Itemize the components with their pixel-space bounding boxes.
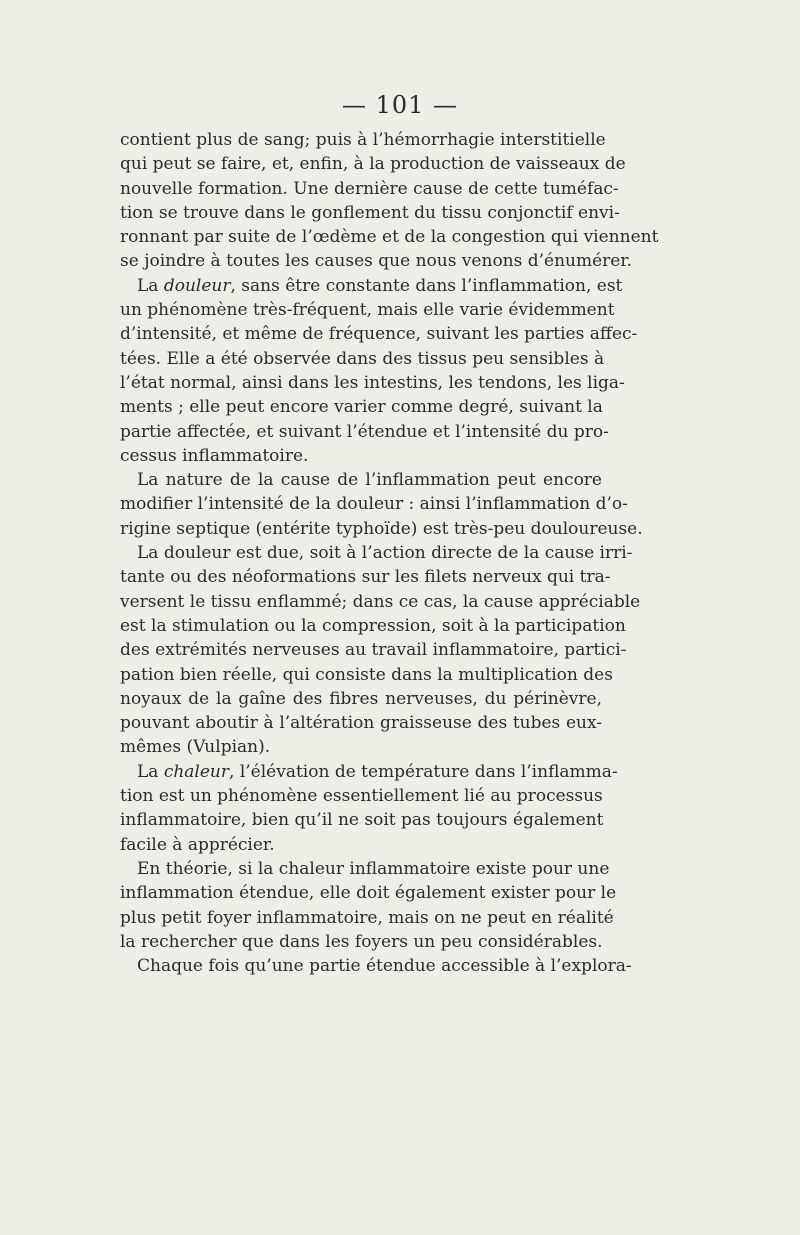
italic-term: chaleur [163, 761, 230, 782]
text-line: En théorie, si la chaleur inflammatoire existe pour une [137, 858, 610, 879]
text-line: se joindre à toutes les causes que nous venons d’énumérer. [120, 251, 633, 272]
text-line [120, 274, 623, 298]
text-line: rigine septique (entérite typhoïde) est très-peu douloureuse. [120, 518, 643, 539]
text-line: La douleur est due, soit à l’action directe de la cause irri- [137, 543, 633, 564]
text-line: inflammatoire, bien qu’il ne soit pas toujours également [120, 810, 604, 831]
text-line: pation bien réelle, qui consiste dans la multiplication des [120, 664, 613, 685]
text-line: versent le tissu enflammé; dans ce cas, la cause appréciable [120, 591, 641, 612]
text-line: tante ou des néoformations sur les filets nerveux qui tra- [120, 567, 611, 588]
text-line: tées. Elle a été observée dans des tissus peu sensibles à [120, 348, 605, 369]
body-text [120, 128, 659, 978]
text-line: un phénomène très-fréquent, mais elle varie évidemment [120, 300, 615, 321]
text-line: tion se trouve dans le gonflement du tissu conjonctif envi- [120, 202, 620, 223]
line-suffix: , sans être constante dans l’inflammation, est [230, 275, 623, 296]
text-line: Chaque fois qu’une partie étendue accessible à l’explora- [137, 956, 632, 977]
text-line: nouvelle formation. Une dernière cause de cette tuméfac- [120, 178, 619, 199]
text-line: La nature de la cause de l’inflammation peut encore [137, 470, 602, 491]
text-line: modifier l’intensité de la douleur : ainsi l’inflammation d’o- [120, 494, 628, 515]
text-line: facile à apprécier. [120, 834, 275, 855]
text-line: cessus inflammatoire. [120, 445, 309, 466]
line-suffix: , l’élévation de température dans l’inflamma- [229, 761, 618, 782]
text-line: pouvant aboutir à l’altération graisseuse des tubes eux- [120, 713, 602, 734]
text-line: ments ; elle peut encore varier comme degré, suivant la [120, 397, 603, 418]
text-line: partie affectée, et suivant l’étendue et l’intensité du pro- [120, 421, 609, 442]
text-line: contient plus de sang; puis à l’hémorrhagie interstitielle [120, 130, 606, 150]
text-line: inflammation étendue, elle doit également exister pour le [120, 883, 617, 904]
line-prefix: La [137, 275, 164, 296]
text-line: noyaux de la gaîne des fibres nerveuses, du périnèvre, [120, 688, 602, 709]
text-line: qui peut se faire, et, enfin, à la production de vaisseaux de [120, 154, 626, 175]
text-line: ronnant par suite de l’œdème et de la congestion qui viennent [120, 227, 659, 248]
text-line: des extrémités nerveuses au travail inflammatoire, partici- [120, 640, 627, 661]
page-number-header: — 101 — [341, 91, 459, 119]
text-line: la rechercher que dans les foyers un peu considérables. [120, 931, 603, 952]
italic-term: douleur [163, 275, 231, 296]
line-prefix: La [137, 761, 164, 782]
text-line: l’état normal, ainsi dans les intestins, les tendons, les liga- [120, 372, 625, 393]
text-line: est la stimulation ou la compression, soit à la participation [120, 615, 626, 636]
text-line: plus petit foyer inflammatoire, mais on ne peut en réalité [120, 907, 614, 928]
text-line: d’intensité, et même de fréquence, suivant les parties affec- [120, 324, 638, 345]
text-line: mêmes (Vulpian). [120, 737, 271, 758]
text-line: tion est un phénomène essentiellement lié au processus [120, 786, 603, 807]
text-line [120, 760, 618, 784]
